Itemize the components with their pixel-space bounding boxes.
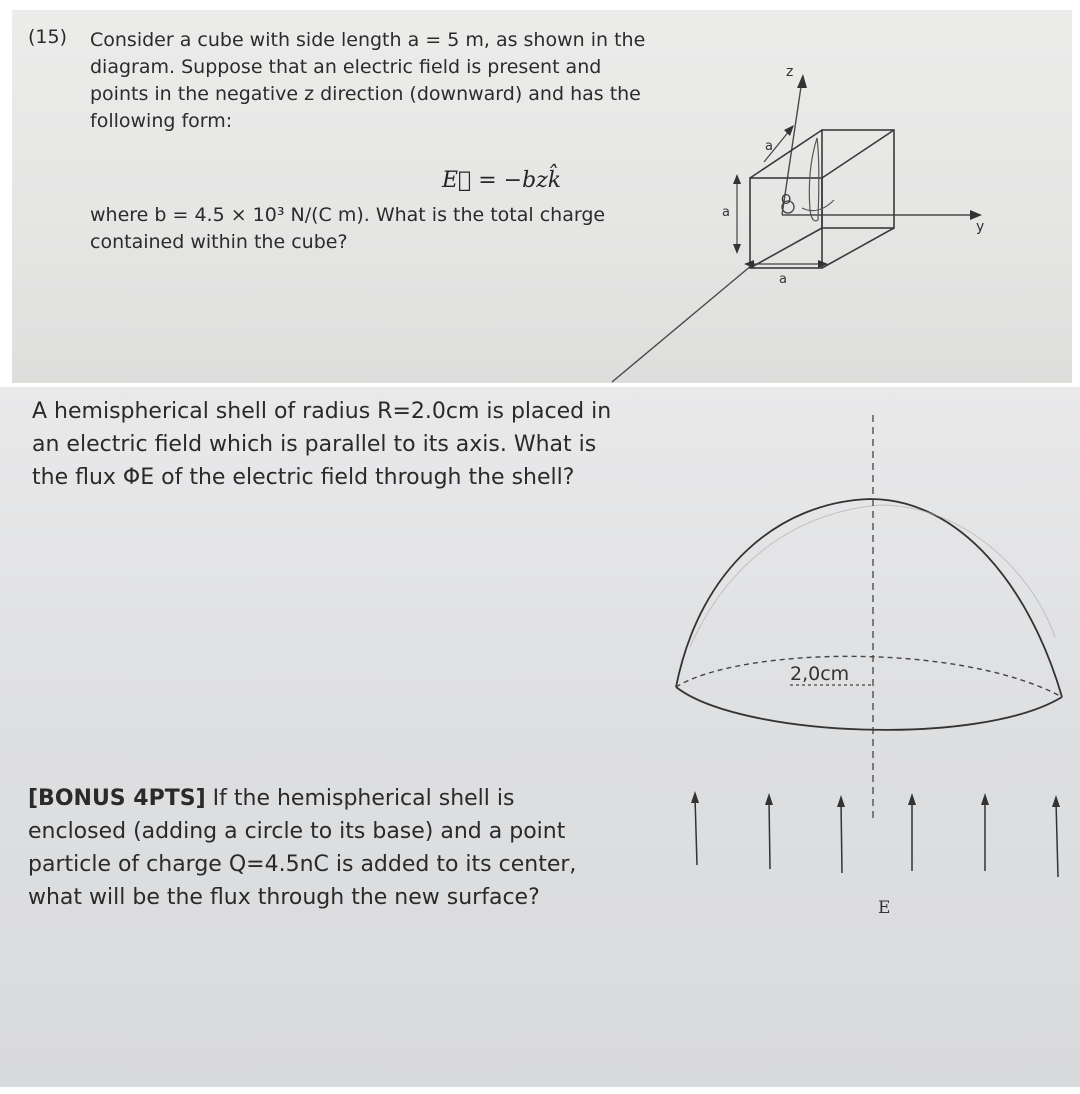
hemisphere-question: A hemispherical shell of radius R=2.0cm is placed in an electric field which is parallel to its axis. What is the flux ΦE of the electric field through the shell? bbox=[32, 399, 612, 490]
field-arrows bbox=[691, 791, 1060, 877]
problem-number: (15) bbox=[28, 26, 68, 48]
cube-back-face bbox=[822, 130, 894, 228]
bottom-side-label: a bbox=[779, 272, 787, 287]
hemisphere-shell bbox=[676, 499, 1062, 697]
hemisphere-diagram bbox=[0, 387, 1080, 1087]
handwritten-mark bbox=[809, 138, 818, 221]
hemisphere-problem-panel bbox=[0, 387, 1080, 1087]
bonus-tag: [BONUS 4PTS] bbox=[28, 786, 206, 811]
origin-label: O bbox=[781, 193, 792, 208]
left-side-label: a bbox=[722, 205, 730, 220]
radius-label: 2,0cm bbox=[790, 663, 850, 685]
y-axis-label: y bbox=[976, 219, 985, 235]
problem-15-question: where b = 4.5 × 10³ N/(C m). What is the total charge contained within the cube? bbox=[90, 204, 606, 253]
base-back-edge bbox=[676, 656, 1062, 697]
field-label: E bbox=[878, 898, 891, 918]
bonus-text: If the hemispherical shell is enclosed (adding a circle to its base) and a point particle of charge Q=4.5nC is added to its center, what will be the flux through the new surface? bbox=[28, 786, 577, 910]
z-axis-label: z bbox=[786, 64, 794, 80]
x-axis-line bbox=[612, 265, 752, 382]
electric-field-equation: E⃗ = −bzk̂ bbox=[442, 168, 562, 193]
problem-15-panel bbox=[12, 10, 1072, 383]
problem-15-statement: Consider a cube with side length a = 5 m, as shown in the diagram. Suppose that an electric field is present and points in the negative z direction (downward) and has the following form: bbox=[90, 29, 646, 132]
top-side-label: a bbox=[765, 139, 773, 154]
cube-diagram bbox=[12, 10, 1072, 383]
base-front-edge bbox=[676, 687, 1062, 730]
z-axis-arrowhead bbox=[797, 74, 807, 88]
